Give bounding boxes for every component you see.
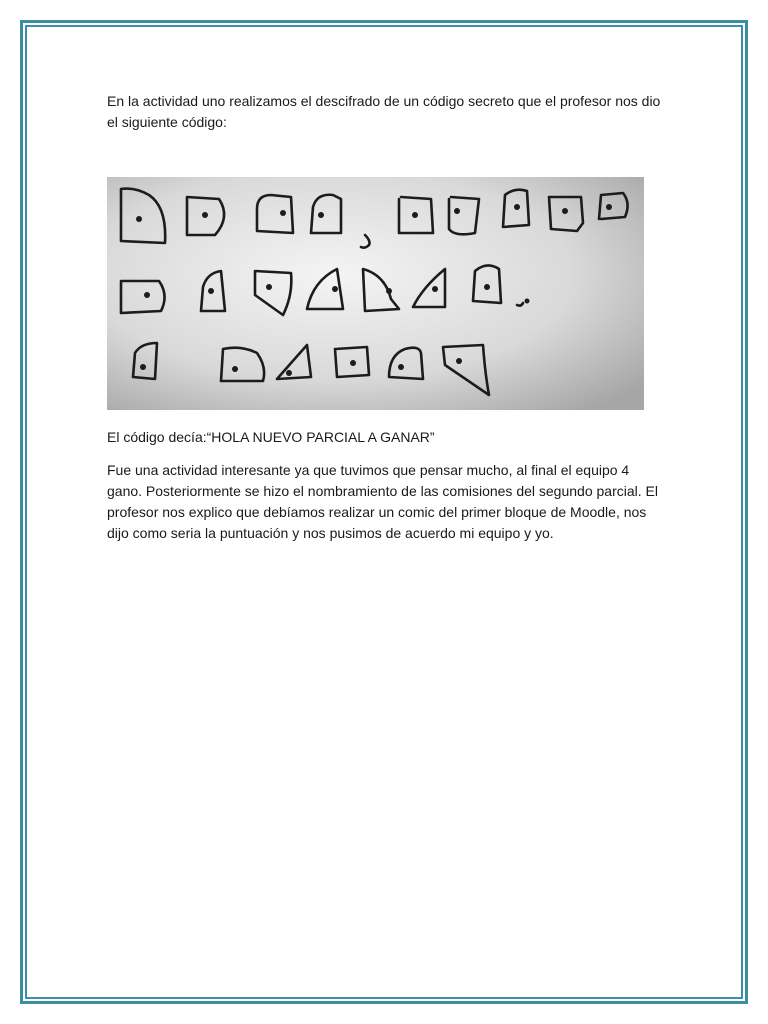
intro-paragraph: En la actividad uno realizamos el descifrado de un código secreto que el profesor nos dio el siguiente código: [107,93,661,130]
decoded-code-text: El código decía:“HOLA NUEVO PARCIAL A GANAR” [107,429,435,445]
document-body [107,91,667,544]
conclusion-paragraph: Fue una actividad interesante ya que tuvimos que pensar mucho, al final el equipo 4 gano. Posteriormente se hizo el nombramiento de las comisiones del segundo parcial. El profesor nos explico que debíamos realizar un comic del primer bloque de Moodle, nos dijo como seria la puntuación y nos pusimos de acuerdo mi equipo y yo. [107,462,658,541]
cipher-code-photo [107,177,644,410]
